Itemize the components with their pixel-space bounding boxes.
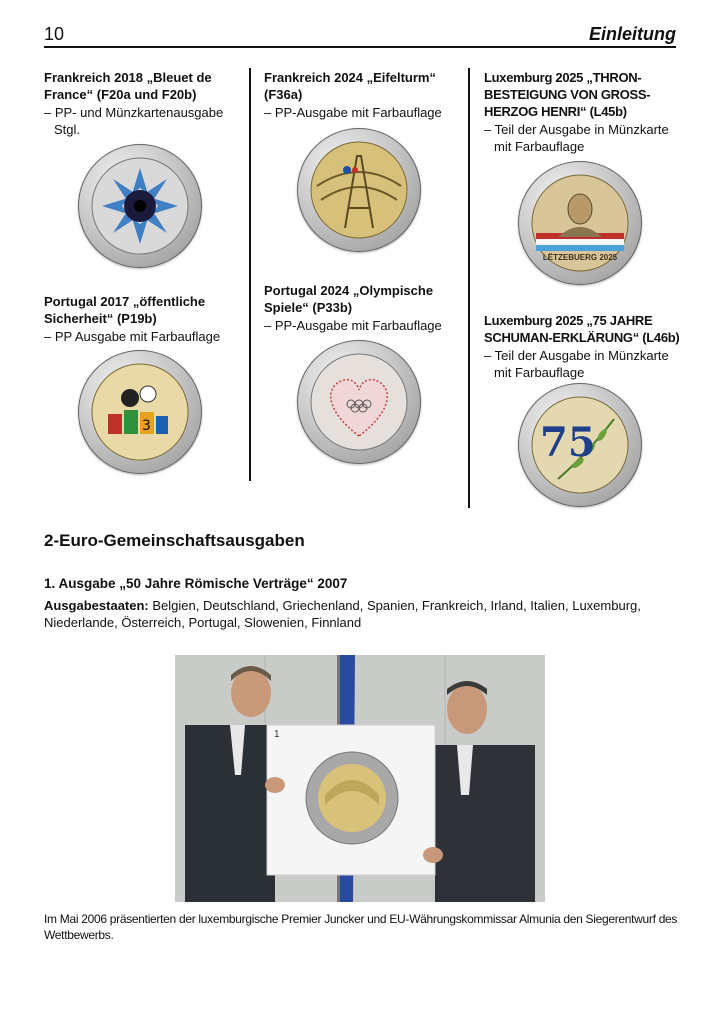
entry-title: Portugal 2017 „öffentliche Sicherheit“ (P19b) — [44, 294, 206, 326]
page-number: 10 — [44, 24, 65, 44]
entry-description: – PP-Ausgabe mit Farbauflage — [264, 318, 442, 333]
entry-title: Portugal 2024 „Olympische Spiele“ (P33b) — [264, 283, 434, 315]
issuing-states — [44, 597, 684, 631]
security-motif-icon — [78, 350, 202, 474]
page-header — [44, 22, 676, 48]
svg-text:3: 3 — [142, 418, 151, 434]
coin-thronbesteigung — [518, 161, 642, 285]
issue-title: 1. Ausgabe „50 Jahre Römische Verträge“ 2007 — [44, 576, 348, 591]
entry-description: – Teil der Ausgabe in Münzkarte mit Farbauflage — [484, 122, 669, 154]
entry-description: – PP-Ausgabe mit Farbauflage — [264, 105, 442, 120]
photo-caption: Im Mai 2006 präsentierten der luxemburgische Premier Juncker und EU-Währungskommissar Almunia den Siegerentwurf des Wettbewerbs. — [44, 912, 678, 942]
coin-entry — [264, 282, 469, 334]
coin-number: 75 — [540, 419, 596, 466]
coin-entry — [484, 312, 689, 381]
coin-inscription: LËTZEBUERG 2025 — [542, 253, 618, 262]
coin-eifelturm — [297, 128, 421, 252]
entry-title: Frankreich 2018 „Bleuet de France“ (F20a und F20b) — [44, 70, 212, 102]
entry-title: Luxemburg 2025 „75 JAHRE SCHUMAN-ERKLÄRUNG“ (L46b) — [484, 313, 680, 345]
eiffel-tower-icon — [297, 128, 421, 252]
coin-schuman-erklaerung — [518, 383, 642, 507]
chapter-title: Einleitung — [589, 24, 676, 44]
coin-entry — [264, 69, 469, 121]
board-number: 1 — [274, 729, 280, 740]
portrait-icon — [518, 161, 642, 285]
entry-title: Frankreich 2024 „Eifelturm“ (F36a) — [264, 70, 436, 102]
coin-entry — [44, 293, 249, 345]
coin-bleuet-de-france — [78, 144, 202, 268]
entry-description: – PP Ausgabe mit Farbauflage — [44, 329, 221, 344]
coin-oeffentliche-sicherheit — [78, 350, 202, 474]
section-title: 2-Euro-Gemeinschaftsausgaben — [44, 531, 305, 550]
coin-olympische-spiele — [297, 340, 421, 464]
heart-icon — [297, 340, 421, 464]
issuing-states-list: Belgien, Deutschland, Griechenland, Spanien, Frankreich, Irland, Italien, Luxemburg, Niederlande, Österreich, Portugal, Slowenien, Finnland — [44, 598, 641, 630]
presentation-photo — [175, 655, 545, 902]
entry-description: – PP- und Münzkartenausgabe Stgl. — [44, 105, 224, 137]
entry-description: – Teil der Ausgabe in Münzkarte mit Farbauflage — [484, 348, 669, 380]
photo-scene — [175, 655, 545, 902]
coin-entry — [484, 69, 689, 155]
entry-title: Luxemburg 2025 „THRON-BESTEIGUNG VON GROSS-HERZOG HENRI“ (L45b) — [484, 70, 651, 119]
column-divider-1 — [249, 68, 251, 481]
coin-entry — [44, 69, 249, 138]
issuing-states-label: Ausgabestaaten: — [44, 598, 149, 613]
cornflower-icon — [78, 144, 202, 268]
